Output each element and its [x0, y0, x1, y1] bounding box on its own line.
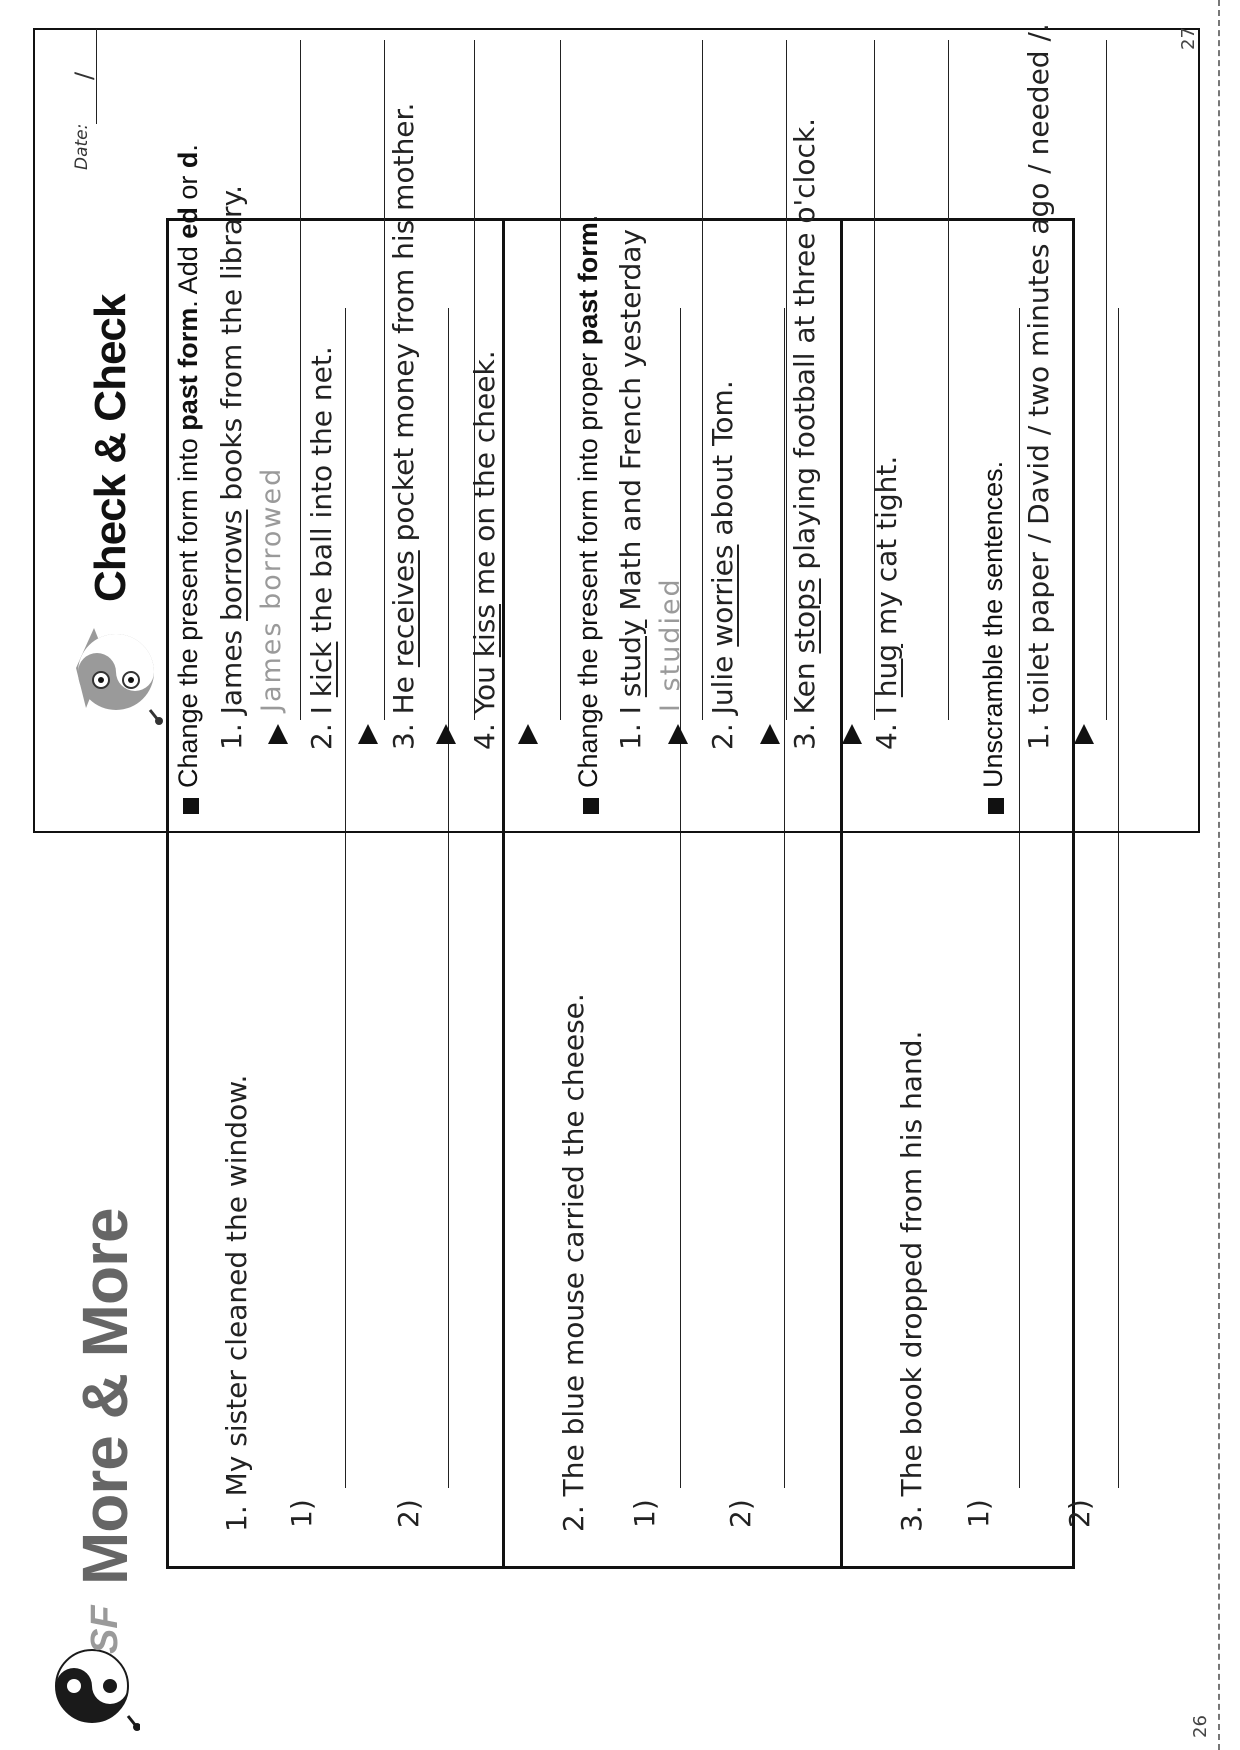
sample-answer: I studied [655, 577, 686, 712]
sentence-prompt: 2. The blue mouse carried the cheese. [557, 993, 590, 1532]
fold-line [1218, 0, 1220, 1750]
exercise-title: Check & Check [86, 294, 135, 602]
answer-arrow-icon [1074, 724, 1094, 744]
answer-label: 1) [962, 1499, 995, 1528]
answer-line[interactable] [1106, 40, 1107, 720]
page-number: 27 [1178, 27, 1199, 50]
underlined-verb: borrows [215, 509, 248, 621]
instruction-text: Change the present form into past form. Add ed or d. [173, 144, 203, 788]
answer-line[interactable] [384, 40, 385, 720]
exercise-item: 3. He receives pocket money from his mother. [387, 102, 420, 750]
answer-arrow-icon [668, 724, 688, 744]
answer-arrow-icon [760, 724, 780, 744]
sample-answer: James borrowed [256, 466, 287, 712]
exercise-item: 2. I kick the ball into the net. [305, 346, 338, 750]
date-label: Date: [72, 123, 92, 170]
answer-arrow-icon [518, 724, 538, 744]
answer-label: 2) [392, 1499, 425, 1528]
underlined-verb: stops [788, 578, 821, 654]
answer-line[interactable] [300, 40, 301, 720]
exercise-item: 1. James borrows books from the library. [215, 184, 248, 750]
bullet-square [183, 798, 199, 814]
exercise-item: 4. You kiss me on the cheek. [468, 350, 501, 750]
underlined-verb: hug [870, 643, 903, 698]
answer-line[interactable] [702, 40, 703, 720]
answer-label: 1) [628, 1499, 661, 1528]
instruction-text: Unscramble the sentences. [978, 460, 1008, 788]
exercise-item: 4. I hug my cat tight. [870, 455, 903, 750]
answer-line[interactable] [560, 40, 561, 720]
underlined-verb: study [614, 619, 647, 698]
exercise-item: 1. toilet paper / David / two minutes ago / needed /. [1022, 23, 1055, 750]
answer-arrow-icon [842, 724, 862, 744]
mascot-icon [46, 608, 166, 738]
answer-label: 1) [285, 1499, 318, 1528]
answer-label: 2) [1063, 1499, 1096, 1528]
answer-line[interactable] [948, 40, 949, 720]
instruction-text: Change the present form into proper past form. [573, 214, 603, 788]
answer-label: 2) [724, 1499, 757, 1528]
answer-arrow-icon [436, 724, 456, 744]
underlined-verb: receives [387, 550, 420, 668]
underlined-verb: worries [706, 544, 739, 647]
logo-letters: SF [84, 1605, 126, 1654]
date-input-line[interactable] [96, 29, 97, 124]
underlined-verb: kiss [468, 604, 501, 658]
exercise-item: 1. I study Math and French yesterday [614, 229, 647, 750]
exercise-item: 2. Julie worries about Tom. [706, 380, 739, 750]
date-separator: / [70, 71, 98, 80]
page-title: More & More [69, 1208, 141, 1585]
answer-arrow-icon [268, 724, 288, 744]
bullet-square [988, 798, 1004, 814]
page-number: 26 [1190, 1715, 1211, 1738]
exercise-item: 3. Ken stops playing football at three o'clock. [788, 117, 821, 750]
underlined-verb: kick [305, 641, 338, 698]
answer-line[interactable] [786, 40, 787, 720]
sentence-prompt: 3. The book dropped from his hand. [895, 1030, 928, 1532]
sentence-prompt: 1. My sister cleaned the window. [220, 1074, 253, 1532]
answer-arrow-icon [358, 724, 378, 744]
bullet-square [583, 798, 599, 814]
